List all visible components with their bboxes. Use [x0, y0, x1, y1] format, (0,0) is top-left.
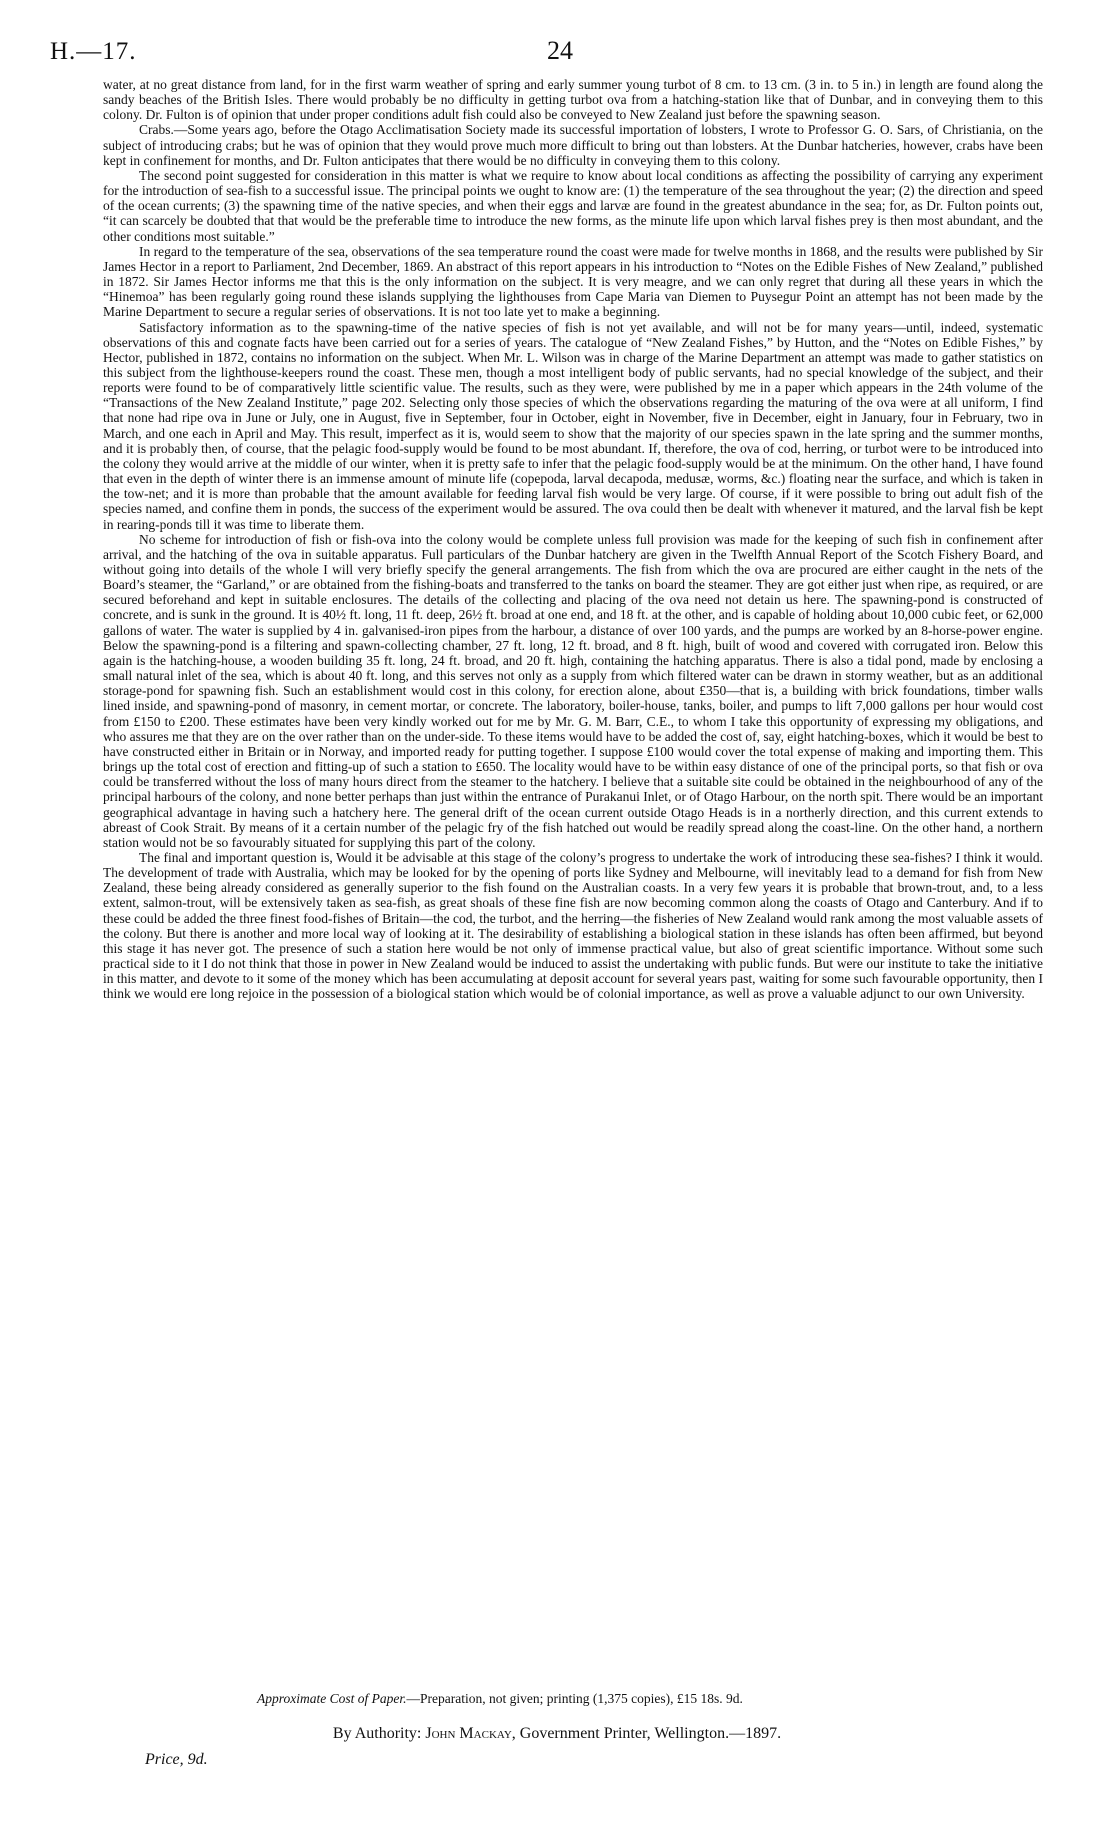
paragraph-sea-temperature: In regard to the temperature of the sea, observations of the sea temperature round the coast were made for twelve months in 1868, and the results were published by Sir James Hector in a report to Parliament, 2nd December, 1869. An abstract of this report appears in his introduction to “Notes on the Edible Fishes of New Zealand,” published in 1872. Sir James Hector informs me that this is the only information on the subject. It is very meagre, and we can only regret that during all these years in which the “Hinemoa” has been regularly going round these islands supplying the lighthouses from Cape Maria van Diemen to Puysegur Point an attempt has not been made by the Marine Department to secure a regular series of observations. It is not too late yet to make a beginning. — [103, 243, 1043, 320]
imprint-printer: John Mackay — [425, 1725, 512, 1742]
paragraph-final-question: The final and important question is, Would it be advisable at this stage of the colony’s progress to undertake the work of introducing these sea-fishes? I think it would. The development of trade with Australia, which may be looked for by the opening of ports like Sydney and Melbourne, will inevitably lead to a demand for fish from New Zealand, these being already considered as generally superior to the fish found on the Australian coasts. In a very few years it is probable that brown-trout, and, to a less extent, salmon-trout, will be extensively taken as sea-fish, as great shoals of these fine fish are now becoming common along the coasts of Otago and Canterbury. And if to these could be added the three finest food-fishes of Britain—the cod, the turbot, and the herring—the fisheries of New Zealand would rank among the most valuable assets of the colony. But there is another and more local way of looking at it. The desirability of establishing a biological station in these islands has often been affirmed, but beyond this stage it has never got. The presence of such a station here would be not only of immense practical value, but also of great scientific importance. Without some such practical side to it I do not think that those in power in New Zealand would be induced to assist the undertaking with public funds. But were our institute to take the initiative in this matter, and devote to it some of the money which has been accumulating at deposit account for several years past, waiting for some such favourable opportunity, then I think we would ere long rejoice in the possession of a biological station which would be of colonial importance, as well as prove a valuable adjunct to our own University. — [103, 849, 1043, 1002]
page-number: 24 — [547, 36, 573, 65]
price: Price, 9d. — [145, 1751, 208, 1768]
paper-number: H.—17. — [50, 38, 137, 65]
paragraph-turbot-continued: water, at no great distance from land, for in the first warm weather of spring and early summer young turbot of 8 cm. to 13 cm. (3 in. to 5 in.) in length are found along the sandy beaches of the British Isles. There would probably be no difficulty in getting turbot ova from a hatching-station like that of Dunbar, and in conveying them to this colony. Dr. Fulton is of opinion that under proper conditions adult fish could also be conveyed to New Zealand just before the spawning season. — [103, 77, 1043, 123]
paragraph-spawning-time: Satisfactory information as to the spawning-time of the native species of fish is not yet available, and will not be for many years—until, indeed, systematic observations of this and cognate facts have been carried out for a series of years. The catalogue of “New Zealand Fishes,” by Hutton, and the “Notes on Edible Fishes,” by Hector, published in 1872, contains no information on the subject. When Mr. L. Wilson was in charge of the Marine Department an attempt was made to gather statistics on this subject from the lighthouse-keepers round the coast. These men, though a most intelligent body of public servants, had no special knowledge of the subject, and their reports were found to be of comparatively little scientific value. The results, such as they were, were published by me in a paper which appears in the 24th volume of the “Transactions of the New Zealand Institute,” page 202. Selecting only those species of which the observations regarding the maturing of the ova were at all uniform, I find that none had ripe ova in June or July, one in August, five in September, four in October, eight in November, five in December, eight in January, four in February, two in March, and one each in April and May. This result, imperfect as it is, would seem to show that the majority of our species spawn in the late spring and the summer months, and it is probably then, of course, that the pelagic food-supply would be found to be most abundant. If, therefore, the ova of cod, herring, or turbot were to be introduced into the colony they would arrive at the middle of our winter, when it is pretty safe to infer that the pelagic food-supply would be at the minimum. On the other hand, I have found that even in the depth of winter there is an immense amount of minute life (copepoda, larval decapoda, medusæ, worms, &c.) floating near the surface, and which is taken in the tow-net; and it is more than probable that the amount available for feeding larval fish would be very large. Of course, if it were possible to bring out adult fish of the species named, and confine them in ponds, the success of the experiment would be assured. The ova could then be dealt with whenever it matured, and the larval fish be kept in rearing-ponds till it was time to liberate them. — [103, 319, 1043, 532]
paragraph-hatchery-scheme: No scheme for introduction of fish or fish-ova into the colony would be complete unless full provision was made for the keeping of such fish in confinement after arrival, and the hatching of the ova in suitable apparatus. Full particulars of the Dunbar hatchery are given in the Twelfth Annual Report of the Scotch Fishery Board, and without going into details of the whole I will very briefly specify the general arrangements. The fish from which the ova are procured are either caught in the nets of the Board’s steamer, the “Garland,” or are obtained from the fishing-boats and transferred to the tanks on board the steamer. They are got either just when ripe, as required, or are secured beforehand and kept in suitable enclosures. The details of the collecting and placing of the ova need not detain us here. The spawning-pond is constructed of concrete, and is sunk in the ground. It is 40½ ft. long, 11 ft. deep, 26½ ft. broad at one end, and 18 ft. at the other, and is capable of holding about 10,000 cubic feet, or 62,000 gallons of water. The water is supplied by 4 in. galvanised-iron pipes from the harbour, a distance of over 100 yards, and the pumps are worked by an 8-horse-power engine. Below the spawning-pond is a filtering and spawn-collecting chamber, 27 ft. long, 12 ft. broad, and 8 ft. high, built of wood and covered with corrugated iron. Below this again is the hatching-house, a wooden building 35 ft. long, 24 ft. broad, and 20 ft. high, containing the hatching apparatus. There is also a tidal pond, made by enclosing a small natural inlet of the sea, which is about 40 ft. long, and this serves not only as a supply from which filtered water can be drawn in stormy weather, but as an additional storage-pond for spawning fish. Such an establishment would cost in this colony, for erection alone, about £350—that is, a building with brick foundations, timber walls lined inside, and spawning-pond of masonry, in cement mortar, or concrete. The laboratory, boiler-house, tanks, boiler, and pumps to lift 7,000 gallons per hour would cost from £150 to £200. These estimates have been very kindly worked out for me by Mr. G. M. Barr, C.E., to whom I take this opportunity of expressing my obligations, and who assures me that they are on the over rather than on the under-side. To these items would have to be added the cost of, say, eight hatching-boxes, which it would be best to have constructed either in Britain or in Norway, and imported ready for putting together. I suppose £100 would cover the total expense of making and importing them. This brings up the total cost of erection and fitting-up of such a station to £650. The locality would have to be within easy distance of one of the principal ports, so that fish or ova could be transferred without the loss of many hours direct from the steamer to the hatchery. I believe that a suitable site could be obtained in the neighbourhood of any of the principal harbours of the colony, and none better perhaps than just within the entrance of Purakanui Inlet, or of Otago Harbour, on the north spit. There would be an important geographical advantage in having such a hatchery here. The general drift of the ocean current outside Otago Heads is in a northerly direction, and this current extends to abreast of Cook Strait. By means of it a certain number of the pelagic fry of the fish hatched out would be readily spread along the coast-line. On the other hand, a northern station would not be so favourably situated for supplying this part of the colony. — [103, 531, 1043, 850]
cost-note-label: Approximate Cost of Paper. — [257, 1691, 407, 1706]
imprint-suffix: , Government Printer, Wellington.—1897. — [511, 1725, 782, 1742]
cost-note — [257, 1691, 743, 1707]
paragraph-crabs: Crabs.—Some years ago, before the Otago Acclimatisation Society made its successful importation of lobsters, I wrote to Professor G. O. Sars, of Christiania, on the subject of introducing crabs; but he was of opinion that they would prove much more difficult to bring out than lobsters. At the Dunbar hatcheries, however, crabs have been kept in confinement for months, and Dr. Fulton anticipates that there would be no difficulty in conveying them to this colony. — [103, 122, 1043, 168]
cost-note-text: —Preparation, not given; printing (1,375 copies), £15 18s. 9d. — [406, 1691, 743, 1706]
body-text — [103, 77, 1043, 1002]
paragraph-local-conditions: The second point suggested for consideration in this matter is what we require to know about local conditions as affecting the possibility of carrying any experiment for the introduction of sea-fish to a successful issue. The principal points we ought to know are: (1) the temperature of the sea throughout the year; (2) the direction and speed of the ocean currents; (3) the spawning time of the native species, and when their eggs and larvæ are found in the greatest abundance in the sea; for, as Dr. Fulton points out, “it can scarcely be doubted that that would be the preferable time to introduce the new forms, as the minute life upon which larval fishes prey is then most abundant, and the other conditions most suitable.” — [103, 167, 1043, 244]
printer-imprint — [0, 1725, 1114, 1743]
imprint-prefix: By Authority: — [332, 1725, 426, 1742]
